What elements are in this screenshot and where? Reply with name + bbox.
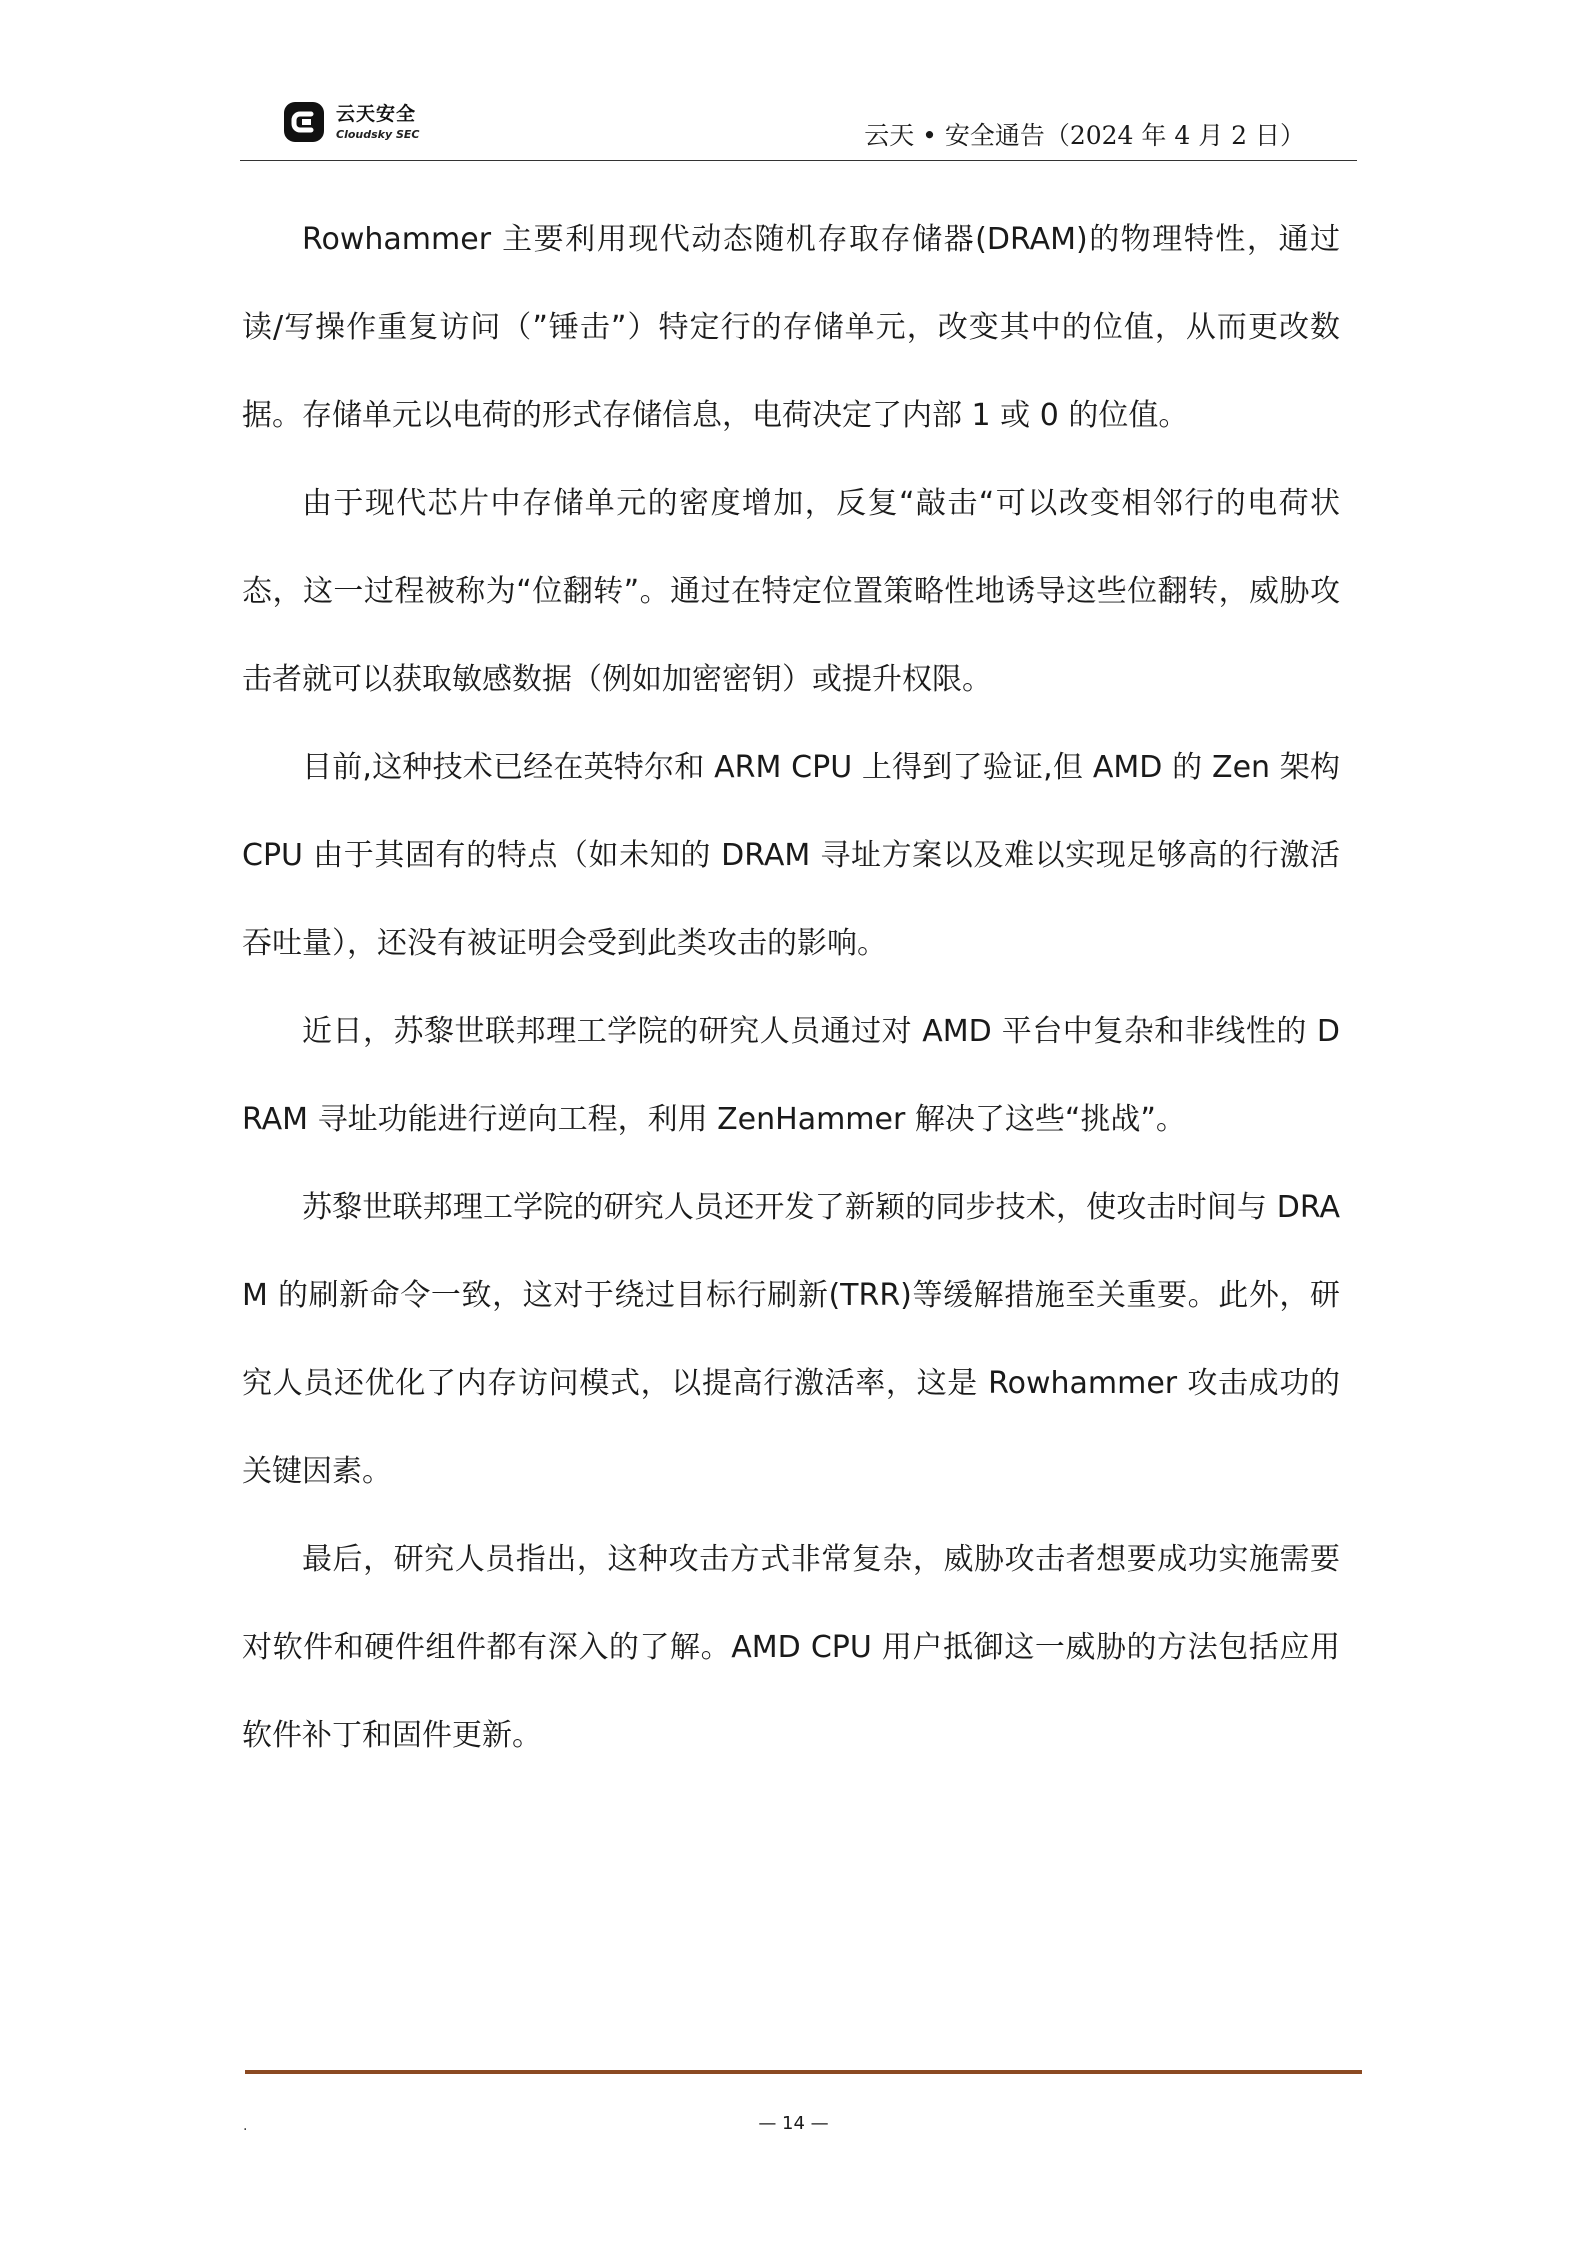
paragraph-4: 近日，苏黎世联邦理工学院的研究人员通过对 AMD 平台中复杂和非线性的 DRAM 寻址功能进行逆向工程，利用 ZenHammer 解决了这些“挑战”。 — [242, 1014, 1340, 1137]
logo-name-cn: 云天安全 — [336, 102, 417, 125]
paragraph-5: 苏黎世联邦理工学院的研究人员还开发了新颖的同步技术，使攻击时间与 DRAM 的刷新命令一致，这对于绕过目标行刷新(TRR)等缓解措施至关重要。此外，研究人员还优化了内存访问模式，以提高行激活率，这是 Rowhammer 攻击成功的关键因素。 — [242, 1190, 1340, 1489]
paragraph-6: 最后，研究人员指出，这种攻击方式非常复杂，威胁攻击者想要成功实施需要对软件和硬件组件都有深入的了解。AMD CPU 用户抵御这一威胁的方法包括应用软件补丁和固件更新。 — [242, 1542, 1340, 1753]
bulletin-title: 云天 • 安全通告（2024 年 4 月 2 日） — [864, 121, 1305, 150]
footer-dot: . — [243, 2118, 248, 2134]
paragraph-1: Rowhammer 主要利用现代动态随机存取存储器(DRAM)的物理特性，通过读/写操作重复访问（”锤击”）特定行的存储单元，改变其中的位值，从而更改数据。存储单元以电荷的形式存储信息，电荷决定了内部 1 或 0 的位值。 — [242, 222, 1340, 433]
footer-divider — [245, 2070, 1362, 2074]
company-logo — [282, 100, 419, 144]
paragraph-3: 目前,这种技术已经在英特尔和 ARM CPU 上得到了验证,但 AMD 的 Zen 架构 CPU 由于其固有的特点（如未知的 DRAM 寻址方案以及难以实现足够高的行激活吞吐量），还没有被证明会受到此类攻击的影响。 — [242, 750, 1340, 961]
logo-name-en: Cloudsky SEC — [336, 127, 420, 141]
header-divider — [240, 160, 1357, 161]
shield-logo-icon — [282, 100, 326, 144]
paragraph-2: 由于现代芯片中存储单元的密度增加，反复“敲击“可以改变相邻行的电荷状态，这一过程被称为“位翻转”。通过在特定位置策略性地诱导这些位翻转，威胁攻击者就可以获取敏感数据（例如加密密钥）或提升权限。 — [242, 486, 1340, 697]
page-number: — 14 — — [758, 2113, 829, 2134]
article-body — [242, 196, 1340, 1780]
page-header — [240, 88, 1357, 160]
